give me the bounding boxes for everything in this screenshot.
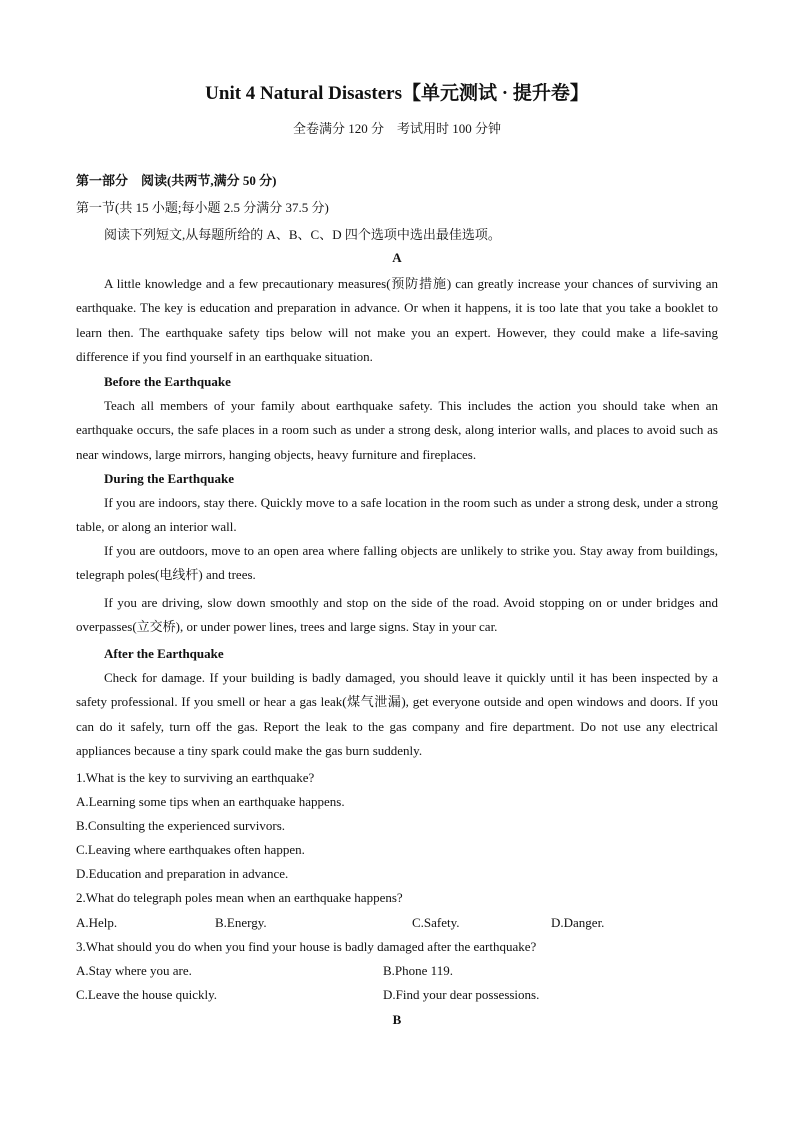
paragraph-after-earthquake: Check for damage. If your building is badly damaged, you should leave it quickly until it has been inspected by a safety professional. If you smell or hear a gas leak(煤气泄漏), get everyone outside and open windows and doors. If you can do it safely, turn off the gas. Report the leak to the gas company and fire department. Do not use any electrical appliances because a tiny spark could make the gas burn suddenly. [76,670,718,758]
question-2-option-c: C.Safety. [412,915,460,930]
page-title: Unit 4 Natural Disasters【单元测试 · 提升卷】 [205,83,589,104]
question-2-option-a: A.Help. [76,915,118,930]
question-3-option-d: D.Find your dear possessions. [383,987,540,1002]
question-2-option-b: B.Energy. [215,915,267,930]
question-1-option-d: D.Education and preparation in advance. [76,866,289,881]
paragraph-during-driving: If you are driving, slow down smoothly and stop on the side of the road. Avoid stopping on or under bridges and overpasses(立交桥), or under power lines, trees and large signs. Stay in your car. [76,595,718,635]
paragraph-before-earthquake: Teach all members of your family about earthquake safety. This includes the action you should take when an earthquake occurs, the safe places in a room such as under a strong desk, along interior walls, and places to avoid such as near windows, large mirrors, hanging objects, heavy furniture and fireplaces. [76,398,718,462]
section-heading: 第一节(共 15 小题;每小题 2.5 分满分 37.5 分) [76,200,329,215]
instruction-text: 阅读下列短文,从每题所给的 A、B、C、D 四个选项中选出最佳选项。 [104,227,501,242]
question-1-stem: 1.What is the key to surviving an earthquake? [76,770,315,785]
heading-after-earthquake: After the Earthquake [104,646,224,661]
question-3-option-c: C.Leave the house quickly. [76,987,218,1002]
part-heading: 第一部分 阅读(共两节,满分 50 分) [76,173,277,188]
question-1-option-b: B.Consulting the experienced survivors. [76,818,286,833]
question-1-option-c: C.Leaving where earthquakes often happen. [76,842,305,857]
question-3-option-a: A.Stay where you are. [76,963,192,978]
passage-a-intro: A little knowledge and a few precautionary measures(预防措施) can greatly increase your chances of surviving an earthquake. The key is education and preparation in advance. Or when it happens, it is too late that you take a booklet to learn then. The earthquake safety tips below will not make you an expert. However, they could make a life-saving difference if you find yourself in an earthquake situation. [76,276,718,364]
question-2-stem: 2.What do telegraph poles mean when an earthquake happens? [76,890,403,905]
exam-info: 全卷满分 120 分 考试用时 100 分钟 [292,121,501,136]
question-1-option-a: A.Learning some tips when an earthquake happens. [76,794,345,809]
heading-before-earthquake: Before the Earthquake [104,374,231,389]
question-2-option-d: D.Danger. [551,915,605,930]
question-3-stem: 3.What should you do when you find your house is badly damaged after the earthquake? [76,939,537,954]
paragraph-during-outdoors: If you are outdoors, move to an open area where falling objects are unlikely to strike you. Stay away from buildings, telegraph poles(电线杆) and trees. [76,543,718,583]
passage-b-label: B [392,1012,402,1027]
passage-a-label: A [392,250,402,265]
paragraph-during-indoors: If you are indoors, stay there. Quickly move to a safe location in the room such as under a strong desk, under a strong table, or along an interior wall. [76,495,718,535]
question-3-option-b: B.Phone 119. [383,963,453,978]
heading-during-earthquake: During the Earthquake [104,471,235,486]
